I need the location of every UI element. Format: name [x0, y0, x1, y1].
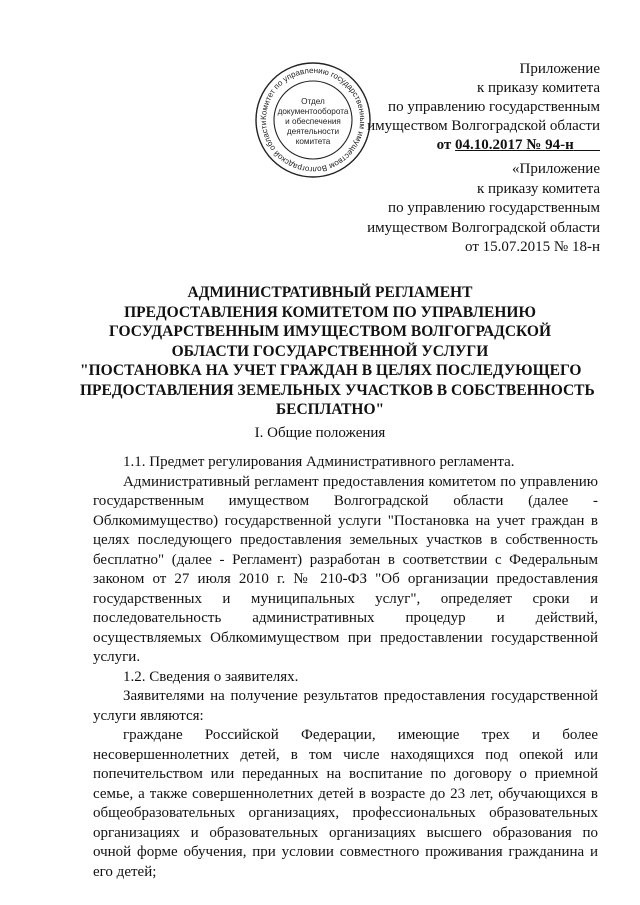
- title-line-7: БЕСПЛАТНО": [275, 401, 385, 418]
- quote-line-2: к приказу комитета: [476, 180, 600, 197]
- paragraph-1-1: 1.1. Предмет регулирования Административного регламента.: [123, 454, 515, 470]
- quote-line-3: по управлению государственным: [388, 200, 600, 216]
- title-line-4: ОБЛАСТИ ГОСУДАРСТВЕННОЙ УСЛУГИ: [171, 342, 489, 360]
- stamp-line-2: документооборота: [277, 107, 349, 116]
- order-number: 94-н: [545, 137, 574, 153]
- order-number-sign: №: [522, 137, 546, 153]
- appendix-quote: [340, 160, 600, 258]
- appendix-line-3: по управлению государственным: [388, 99, 600, 115]
- order-date: 04.10.2017: [455, 137, 523, 153]
- order-reference: [340, 136, 600, 155]
- section-heading: I. Общие положения: [254, 425, 386, 441]
- stamp-line-5: комитета: [295, 137, 331, 146]
- quote-line-5: от 15.07.2015 № 18-н: [465, 239, 600, 255]
- body-text: [93, 453, 598, 882]
- quote-line-1: «Приложение: [511, 161, 600, 177]
- paragraph-applicants: Заявителями на получение результатов предоставления государственной услуги являются:: [93, 688, 598, 724]
- quote-line-4: имуществом Волгоградской области: [367, 219, 600, 236]
- stamp-line-3: и обеспечения: [285, 117, 341, 126]
- stamp-ring-text: Комитет по управлению государственным имуществом Волгоградской области: [258, 65, 368, 175]
- stamp-line-4: деятельности: [286, 127, 340, 136]
- appendix-line-2: к приказу комитета: [476, 80, 600, 96]
- paragraph-citizens: граждане Российской Федерации, имеющие трех и более несовершеннолетних детей, в том числе находящихся под опекой или попечительством или переданных на воспитание по договору о приемной семье, а также совершеннолетних детей в возрасте до 23 лет, обучающихся в общеобразовательных организациях, профессиональных образовательных организациях и образовательных организациях высшего образования по очной форме обучения, при условии совместного проживания гражданина и его детей;: [93, 727, 598, 880]
- title-line-1: АДМИНИСТРАТИВНЫЙ РЕГЛАМЕНТ: [187, 284, 473, 301]
- title-line-6: ПРЕДОСТАВЛЕНИЯ ЗЕМЕЛЬНЫХ УЧАСТКОВ В СОБСТВЕННОСТЬ: [80, 381, 595, 399]
- paragraph-regulation: Административный регламент предоставления комитетом по управлению государственным имуществом Волгоградской области (далее - Облкомимущество) государственной услуги "Постановка на учет граждан в целях последующего предоставления земельных участков в собственность бесплатно" (далее - Регламент) разработан в соответствии с Федеральным законом от 27 июля 2010 г. № 210-ФЗ "Об организации предоставления государственных и муниципальных услуг", определяет сроки и последовательность административных процедур и действий, осуществляемых Облкомимуществом при предоставлении государственной услуги.: [93, 473, 598, 665]
- appendix-line-1: Приложение: [519, 61, 600, 77]
- stamp-line-1: Отдел: [301, 97, 325, 106]
- appendix-line-4: имуществом Волгоградской области: [367, 118, 600, 134]
- appendix-header: [340, 60, 600, 155]
- paragraph-1-2: 1.2. Сведения о заявителях.: [123, 668, 299, 685]
- title-line-2: ПРЕДОСТАВЛЕНИЯ КОМИТЕТОМ ПО УПРАВЛЕНИЮ: [124, 303, 536, 321]
- document-title: [80, 283, 595, 420]
- order-prefix: от: [436, 137, 456, 153]
- title-line-3: ГОСУДАРСТВЕННЫМ ИМУЩЕСТВОМ ВОЛГОГРАДСКОЙ: [109, 323, 551, 340]
- title-line-5: "ПОСТАНОВКА НА УЧЕТ ГРАЖДАН В ЦЕЛЯХ ПОСЛЕДУЮЩЕГО: [80, 362, 582, 379]
